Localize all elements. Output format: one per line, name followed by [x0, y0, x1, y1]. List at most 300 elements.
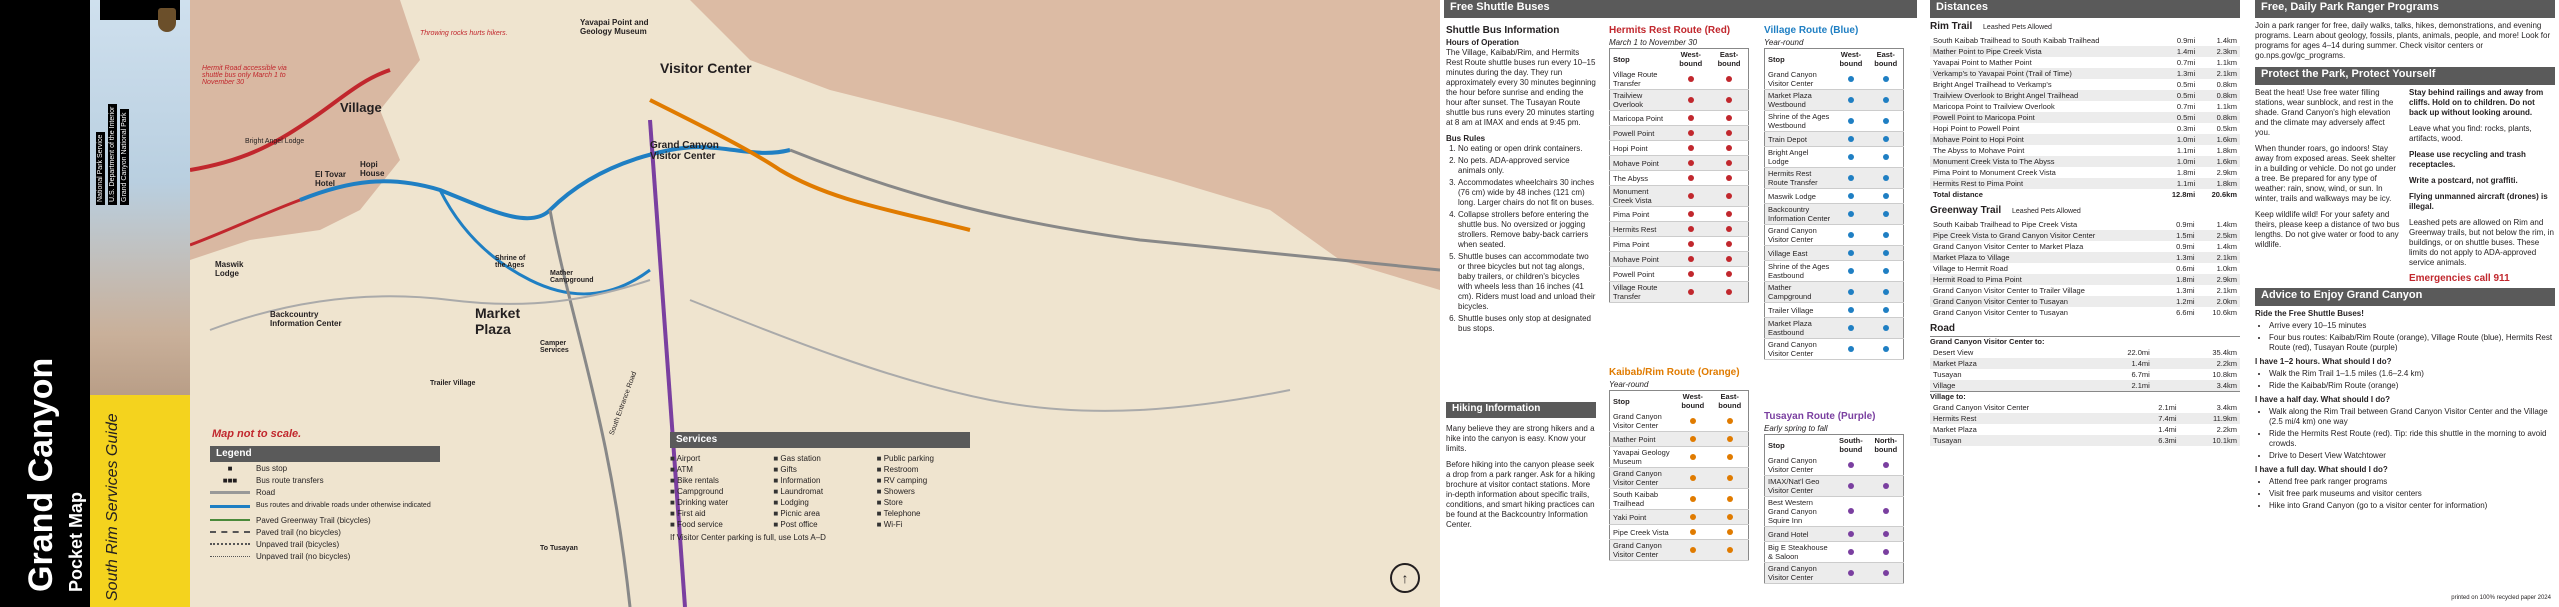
distance-miles: 1.2mi [2164, 296, 2198, 307]
advice-section-title: I have a full day. What should I do? [2255, 465, 2388, 474]
route-stop-marker [1833, 563, 1868, 584]
distance-segment: Maricopa Point to Trailview Overlook [1933, 102, 2055, 111]
route-stop-marker [1868, 69, 1903, 90]
route-stop-marker [1671, 252, 1710, 267]
distance-km: 1.8km [2198, 178, 2240, 189]
route-stop-marker [1674, 540, 1711, 561]
rim-trail-heading: Rim Trail Leashed Pets Allowed [1930, 21, 2052, 32]
route-stop-marker [1833, 497, 1868, 527]
stop-dot-icon [1688, 130, 1694, 136]
distance-row [1930, 413, 2240, 424]
distance-miles: 6.7mi [2131, 370, 2150, 379]
route-stop-marker [1869, 455, 1904, 476]
stop-dot-icon [1688, 175, 1694, 181]
stop-dot-icon [1848, 549, 1854, 555]
distance-row [1930, 145, 2240, 156]
not-to-scale-note: Map not to scale. [212, 428, 302, 440]
route-stop-marker [1671, 171, 1710, 186]
distance-segment: South Kaibab Trailhead to South Kaibab Trailhead [1933, 36, 2100, 45]
park-name: Grand Canyon National Park [120, 110, 129, 206]
route-stop-marker [1833, 261, 1868, 282]
distance-segment: Village [1930, 380, 2072, 391]
distance-segment: Yavapai Point to Mather Point [1933, 58, 2032, 67]
stop-dot-icon [1848, 175, 1854, 181]
distance-row [1930, 101, 2240, 112]
route-stop-row [1610, 186, 1749, 207]
advice-item: • Attend free park ranger programs [2269, 477, 2555, 487]
distance-segment: The Abyss to Mohave Point [1933, 146, 2025, 155]
stop-dot-icon [1883, 211, 1889, 217]
distance-segment: Village to Hermit Road [1933, 264, 2008, 273]
route-col-header: East-bound [1874, 50, 1898, 68]
hours-text: The Village, Kaibab/Rim, and Hermits Rest Route shuttle buses run every 10–15 minutes during the day. They run approximately every 30 minutes beginning the hour before sunrise and ending the hour after sunset. The Tusayan Route shuttle bus runs every 20 minutes starting at 8 am at IMAX and ends at 9:45 pm. [1446, 48, 1596, 127]
canyon-terrain-east [690, 0, 1440, 290]
route-stop-row [1610, 207, 1749, 222]
route-col-header: South-bound [1839, 436, 1863, 454]
protect-item: Beat the heat! Use free water filling stations, wear sunblock, and rest in the shade. Grand Canyon's high elevation and the climate may adversely affect you. [2255, 88, 2394, 137]
route-stop-name: Maricopa Point [1610, 111, 1672, 126]
route-stop-marker [1674, 447, 1711, 468]
stop-dot-icon [1726, 193, 1732, 199]
distance-km: 2.9km [2197, 274, 2240, 285]
route-stop-marker [1710, 111, 1748, 126]
distance-miles: 1.3mi [2164, 252, 2198, 263]
distance-row [1930, 156, 2240, 167]
unpaved-bike-swatch [210, 543, 250, 545]
stop-dot-icon [1883, 307, 1889, 313]
route-stop-row [1610, 69, 1749, 90]
service-post: ■ Post office [773, 520, 866, 529]
label-visitor-center: Visitor Center [660, 60, 752, 76]
legend-unpaved-nobike: Unpaved trail (no bicycles) [210, 550, 440, 562]
distance-segment: Grand Canyon Visitor Center to Market Plaza [1933, 242, 2084, 251]
shuttle-header: Free Shuttle Buses [1444, 0, 1917, 18]
route-stop-marker [1674, 432, 1711, 447]
bus-transfer-icon: ■■■ [222, 475, 238, 485]
route-stop-name: Hermits Rest [1610, 222, 1672, 237]
route-stop-name: Grand Canyon Visitor Center [1765, 225, 1834, 246]
distance-segment: Desert View [1933, 348, 1974, 357]
route-stop-marker [1710, 186, 1748, 207]
distance-km: 0.5km [2216, 124, 2237, 133]
distance-segment: Grand Canyon Visitor Center to Trailer Village [1933, 286, 2085, 295]
distance-row [1930, 68, 2240, 79]
route-stop-marker [1868, 225, 1903, 246]
service-gifts: ■ Gifts [773, 465, 866, 474]
legend-title: Legend [210, 446, 440, 462]
stop-dot-icon [1848, 118, 1854, 124]
tusayan-route [1764, 412, 1904, 584]
distance-miles: 1.4mi [2158, 425, 2177, 434]
service-lodging: ■ Lodging [773, 498, 866, 507]
stop-dot-icon [1883, 549, 1889, 555]
route-stop-marker [1833, 90, 1868, 111]
stop-dot-icon [1883, 531, 1889, 537]
distance-row [1930, 307, 2240, 318]
route-stop-row [1610, 447, 1749, 468]
distance-row [1930, 241, 2240, 252]
route-stop-marker [1868, 132, 1903, 147]
advice-item: • Drive to Desert View Watchtower [2269, 451, 2555, 461]
stop-dot-icon [1688, 289, 1694, 295]
right-panel [2255, 0, 2555, 607]
cover-subtitle-2: South Rim Services Guide [104, 413, 121, 601]
route-stop-name: Pima Point [1610, 207, 1672, 222]
route-stop-row [1610, 267, 1749, 282]
route-stop-row [1765, 303, 1904, 318]
advice-item: • Visit free park museums and visitor centers [2269, 489, 2555, 499]
stop-dot-icon [1883, 250, 1889, 256]
route-stop-name: Best Western Grand Canyon Squire Inn [1765, 497, 1834, 527]
stop-dot-icon [1690, 418, 1696, 424]
route-stop-marker [1833, 527, 1868, 542]
stop-dot-icon [1883, 462, 1889, 468]
stop-dot-icon [1726, 145, 1732, 151]
route-stop-row [1610, 237, 1749, 252]
service-parking: ■ Public parking [877, 454, 970, 463]
label-market-plaza: Market Plaza [475, 305, 521, 337]
distance-miles: 1.0mi [2159, 134, 2198, 145]
label-village: Village [340, 100, 382, 115]
distance-miles: 0.5mi [2176, 80, 2196, 89]
route-stop-marker [1868, 90, 1903, 111]
stop-dot-icon [1883, 232, 1889, 238]
route-stop-marker [1868, 246, 1903, 261]
distance-miles: 2.1mi [2158, 403, 2177, 412]
bus-stop-icon: ■ [227, 463, 233, 473]
distance-row [1930, 112, 2240, 123]
stop-dot-icon [1688, 271, 1694, 277]
distance-row [1930, 134, 2240, 145]
distance-km: 10.8km [2212, 370, 2237, 379]
distance-segment: Verkamp's to Yavapai Point (Trail of Time) [1930, 68, 2159, 79]
hermit-route [1609, 26, 1749, 303]
distance-row [1930, 274, 2240, 285]
route-stop-marker [1671, 186, 1710, 207]
distance-row [1930, 57, 2240, 68]
hermit-route-title: Hermits Rest Route (Red) [1609, 25, 1731, 36]
cover-subtitle: Pocket Map [66, 491, 86, 592]
distance-miles: 0.3mi [2176, 124, 2196, 133]
stop-dot-icon [1883, 76, 1889, 82]
distance-segment: Market Plaza [1930, 358, 2072, 369]
route-stop-marker [1869, 563, 1904, 584]
distance-segment: Bright Angel Trailhead to Verkamp's [1933, 80, 2052, 89]
distance-row [1930, 358, 2240, 369]
route-col-header: Stop [1768, 54, 1785, 64]
route-stop-marker [1674, 525, 1711, 540]
route-stop-name: Pima Point [1610, 237, 1672, 252]
route-stop-marker [1710, 171, 1748, 186]
route-stop-marker [1833, 204, 1868, 225]
stop-dot-icon [1883, 154, 1889, 160]
distance-row [1930, 424, 2240, 435]
route-stop-row [1765, 168, 1904, 189]
stop-dot-icon [1727, 529, 1733, 535]
hiking-text-1: Many believe they are strong hikers and a hike into the canyon is easy. Know your limits. [1446, 424, 1595, 453]
services-box [670, 432, 970, 542]
route-stop-marker [1711, 447, 1748, 468]
route-stop-marker [1868, 339, 1903, 360]
route-stop-name: Grand Canyon Visitor Center [1765, 563, 1834, 584]
distance-segment: Mohave Point to Hopi Point [1930, 134, 2159, 145]
stop-dot-icon [1688, 97, 1694, 103]
advice-item: • Arrive every 10–15 minutes [2269, 321, 2555, 331]
services-list [670, 454, 970, 529]
distance-miles: 1.3mi [2159, 68, 2198, 79]
distance-row [1930, 90, 2240, 101]
distance-miles: 0.9mi [2176, 220, 2195, 229]
rim-trail-table [1930, 35, 2240, 200]
stop-dot-icon [1727, 436, 1733, 442]
route-stop-row [1610, 540, 1749, 561]
stop-dot-icon [1726, 115, 1732, 121]
stop-dot-icon [1883, 136, 1889, 142]
route-stop-marker [1671, 111, 1710, 126]
route-stop-row [1610, 126, 1749, 141]
route-col-header: Stop [1613, 54, 1630, 64]
route-stop-marker [1833, 476, 1868, 497]
distance-miles: 0.5mi [2159, 112, 2198, 123]
distance-row [1930, 369, 2240, 380]
distance-miles: 2.1mi [2072, 380, 2153, 391]
distance-row [1930, 219, 2240, 230]
route-stop-row [1765, 225, 1904, 246]
route-stop-marker [1868, 189, 1903, 204]
route-stop-marker [1671, 69, 1710, 90]
stop-dot-icon [1688, 160, 1694, 166]
distance-row [1930, 296, 2240, 307]
legend-greenway: Paved Greenway Trail (bicycles) [210, 514, 440, 526]
distance-km: 2.2km [2216, 425, 2237, 434]
protect-item: Keep wildlife wild! For your safety and theirs, please keep a distance of two bus lengths. Do not give water or food to any wildlife. [2255, 210, 2400, 249]
protect-header: Protect the Park, Protect Yourself [2255, 67, 2555, 85]
distance-miles: 6.6mi [2176, 308, 2195, 317]
route-stop-marker [1671, 237, 1710, 252]
route-stop-marker [1833, 69, 1868, 90]
service-gas: ■ Gas station [773, 454, 866, 463]
stop-dot-icon [1848, 462, 1854, 468]
advice-item: • Walk along the Rim Trail between Grand Canyon Visitor Center and the Village (2.5 mi/4 km) one way [2269, 407, 2555, 427]
route-stop-marker [1710, 156, 1748, 171]
programs-header: Free, Daily Park Ranger Programs [2255, 0, 2555, 18]
distance-miles: 1.1mi [2176, 146, 2196, 155]
rules-title: Bus Rules [1446, 134, 1486, 143]
service-store: ■ Store [877, 498, 970, 507]
protect-right [2409, 88, 2555, 284]
advice-list [2255, 407, 2555, 461]
route-stop-name: Train Depot [1765, 132, 1834, 147]
label-grand-canyon-vc: Grand Canyon Visitor Center [650, 140, 719, 162]
distance-miles: 1.4mi [2072, 358, 2153, 369]
label-hopi-house: Hopi House [360, 160, 385, 178]
route-stop-row [1765, 69, 1904, 90]
hermit-route-dates: March 1 to November 30 [1609, 38, 1698, 47]
advice-item: • Four bus routes: Kaibab/Rim Route (orange), Village Route (blue), Hermits Rest Route (red), Tusayan Route (purple) [2269, 333, 2555, 353]
greenway-heading: Greenway Trail Leashed Pets Allowed [1930, 205, 2081, 216]
route-stop-name: South Kaibab Trailhead [1610, 489, 1675, 510]
route-stop-row [1765, 497, 1904, 527]
stop-dot-icon [1848, 232, 1854, 238]
distance-row [1930, 189, 2240, 200]
distance-km: 2.5km [2197, 230, 2240, 241]
road-a-title: Grand Canyon Visitor Center to: [1930, 336, 2240, 347]
advice-list [2255, 369, 2555, 391]
agency-line-2: U.S. Department of the Interior [108, 104, 117, 205]
protect-item: Please use recycling and trash receptacles. [2409, 150, 2526, 169]
distance-row [1930, 347, 2240, 358]
legend [210, 446, 440, 562]
distance-row [1930, 167, 2240, 178]
shuttle-info [1446, 26, 1596, 336]
tusayan-route-title: Tusayan Route (Purple) [1764, 411, 1876, 422]
unpaved-nobike-swatch [210, 556, 250, 557]
stop-dot-icon [1883, 570, 1889, 576]
legend-bus-routes: Bus routes and drivable roads under otherwise indicated [210, 498, 440, 514]
service-water: ■ Drinking water [670, 498, 763, 507]
route-stop-marker [1833, 132, 1868, 147]
route-col-header: East-bound [1717, 50, 1741, 68]
route-stop-marker [1710, 267, 1748, 282]
stop-dot-icon [1726, 271, 1732, 277]
advice-item: • Hike into Grand Canyon (go to a visitor center for information) [2269, 501, 2555, 511]
stop-dot-icon [1883, 268, 1889, 274]
stop-dot-icon [1883, 118, 1889, 124]
route-stop-marker [1710, 126, 1748, 141]
service-wifi: ■ Wi-Fi [877, 520, 970, 529]
route-stop-row [1610, 432, 1749, 447]
distance-miles: 1.8mi [2176, 168, 2196, 177]
distance-km: 1.1km [2216, 102, 2237, 111]
road-heading: Road [1930, 323, 1955, 334]
distance-segment: Tusayan [1933, 370, 1962, 379]
service-laundromat: ■ Laundromat [773, 487, 866, 496]
services-title: Services [670, 432, 970, 448]
label-to-tusayan: To Tusayan [540, 545, 578, 552]
distance-row [1930, 79, 2240, 90]
legend-road: Road [210, 486, 440, 498]
route-stop-name: Big E Steakhouse & Saloon [1765, 542, 1834, 563]
route-stop-marker [1833, 542, 1868, 563]
route-stop-row [1610, 282, 1749, 303]
route-col-header: West-bound [1679, 50, 1703, 68]
stop-dot-icon [1726, 76, 1732, 82]
stop-dot-icon [1726, 175, 1732, 181]
note-throwing-rocks: Throwing rocks hurts hikers. [420, 30, 508, 37]
service-telephone: ■ Telephone [877, 509, 970, 518]
label-shrine: Shrine of the Ages [495, 255, 526, 269]
village-route-table [1764, 48, 1904, 360]
route-stop-name: Pipe Creek Vista [1610, 525, 1675, 540]
stop-dot-icon [1726, 226, 1732, 232]
route-stop-name: Hermits Rest Route Transfer [1765, 168, 1834, 189]
route-stop-name: IMAX/Nat'l Geo Visitor Center [1765, 476, 1834, 497]
route-stop-row [1765, 147, 1904, 168]
stop-dot-icon [1727, 454, 1733, 460]
distance-km: 3.4km [2216, 403, 2237, 412]
distance-km: 2.0km [2197, 296, 2240, 307]
legend-paved-trail: Paved trail (no bicycles) [210, 526, 440, 538]
route-stop-name: Backcountry Information Center [1765, 204, 1834, 225]
distance-miles: 0.9mi [2176, 36, 2196, 45]
route-stop-marker [1711, 540, 1748, 561]
distance-miles: 1.0mi [2159, 156, 2198, 167]
route-stop-name: Village Route Transfer [1610, 69, 1672, 90]
legend-bus-stop: ■ Bus stop [210, 462, 440, 474]
route-stop-marker [1868, 261, 1903, 282]
route-stop-marker [1711, 468, 1748, 489]
stop-dot-icon [1883, 346, 1889, 352]
route-stop-marker [1868, 318, 1903, 339]
route-stop-row [1765, 318, 1904, 339]
route-stop-marker [1833, 246, 1868, 261]
bus-route-swatch [210, 505, 250, 508]
label-yavapai: Yavapai Point and Geology Museum [580, 18, 649, 36]
label-mather-campground: Mather Campground [550, 270, 594, 284]
route-stop-row [1765, 455, 1904, 476]
kaibab-route-dates: Year-round [1609, 380, 1649, 389]
distance-km: 2.1km [2216, 286, 2237, 295]
distance-km: 20.6km [2211, 190, 2237, 199]
route-stop-marker [1833, 455, 1868, 476]
route-stop-row [1610, 222, 1749, 237]
route-stop-row [1610, 141, 1749, 156]
distance-segment: Grand Canyon Visitor Center [1933, 403, 2030, 412]
note-hermit-road: Hermit Road accessible via shuttle bus only March 1 to November 30 [202, 65, 287, 86]
stop-dot-icon [1726, 160, 1732, 166]
route-stop-name: Market Plaza Eastbound [1765, 318, 1834, 339]
rule-item: 1. No eating or open drink containers. [1458, 144, 1596, 154]
legend-unpaved-bike: Unpaved trail (bicycles) [210, 538, 440, 550]
stop-dot-icon [1848, 97, 1854, 103]
stop-dot-icon [1848, 531, 1854, 537]
route-stop-name: Hopi Point [1610, 141, 1672, 156]
route-stop-row [1765, 204, 1904, 225]
route-col-header: West-bound [1839, 50, 1863, 68]
distance-miles: 1.8mi [2164, 274, 2198, 285]
distance-miles: 12.8mi [2171, 190, 2196, 199]
stop-dot-icon [1848, 250, 1854, 256]
stop-dot-icon [1727, 475, 1733, 481]
distance-segment: Hermits Rest to Pima Point [1930, 178, 2159, 189]
route-col-header: West-bound [1681, 392, 1705, 410]
route-stop-name: Trailer Village [1765, 303, 1834, 318]
distance-miles: 0.7mi [2176, 102, 2196, 111]
route-col-header: Stop [1613, 396, 1630, 406]
services-parking-note: If Visitor Center parking is full, use Lots A–D [670, 533, 826, 542]
route-stop-row [1610, 525, 1749, 540]
route-stop-marker [1710, 237, 1748, 252]
distance-km: 0.8km [2216, 80, 2237, 89]
distance-row [1930, 435, 2240, 446]
distance-km: 2.2km [2153, 358, 2240, 369]
route-stop-name: Grand Canyon Visitor Center [1765, 69, 1834, 90]
route-stop-marker [1710, 69, 1748, 90]
distance-row [1930, 380, 2240, 391]
distance-segment: Monument Creek Vista to The Abyss [1930, 156, 2159, 167]
route-stop-name: Grand Hotel [1765, 527, 1834, 542]
distance-km: 1.0km [2216, 264, 2237, 273]
route-stop-row [1610, 468, 1749, 489]
road-b-title: Village to: [1930, 391, 2240, 402]
hermit-route-table [1609, 48, 1749, 303]
distance-segment: Tusayan [1930, 435, 2132, 446]
stop-dot-icon [1688, 256, 1694, 262]
distance-row [1930, 252, 2240, 263]
route-stop-marker [1868, 204, 1903, 225]
route-stop-marker [1671, 222, 1710, 237]
route-stop-marker [1833, 303, 1868, 318]
